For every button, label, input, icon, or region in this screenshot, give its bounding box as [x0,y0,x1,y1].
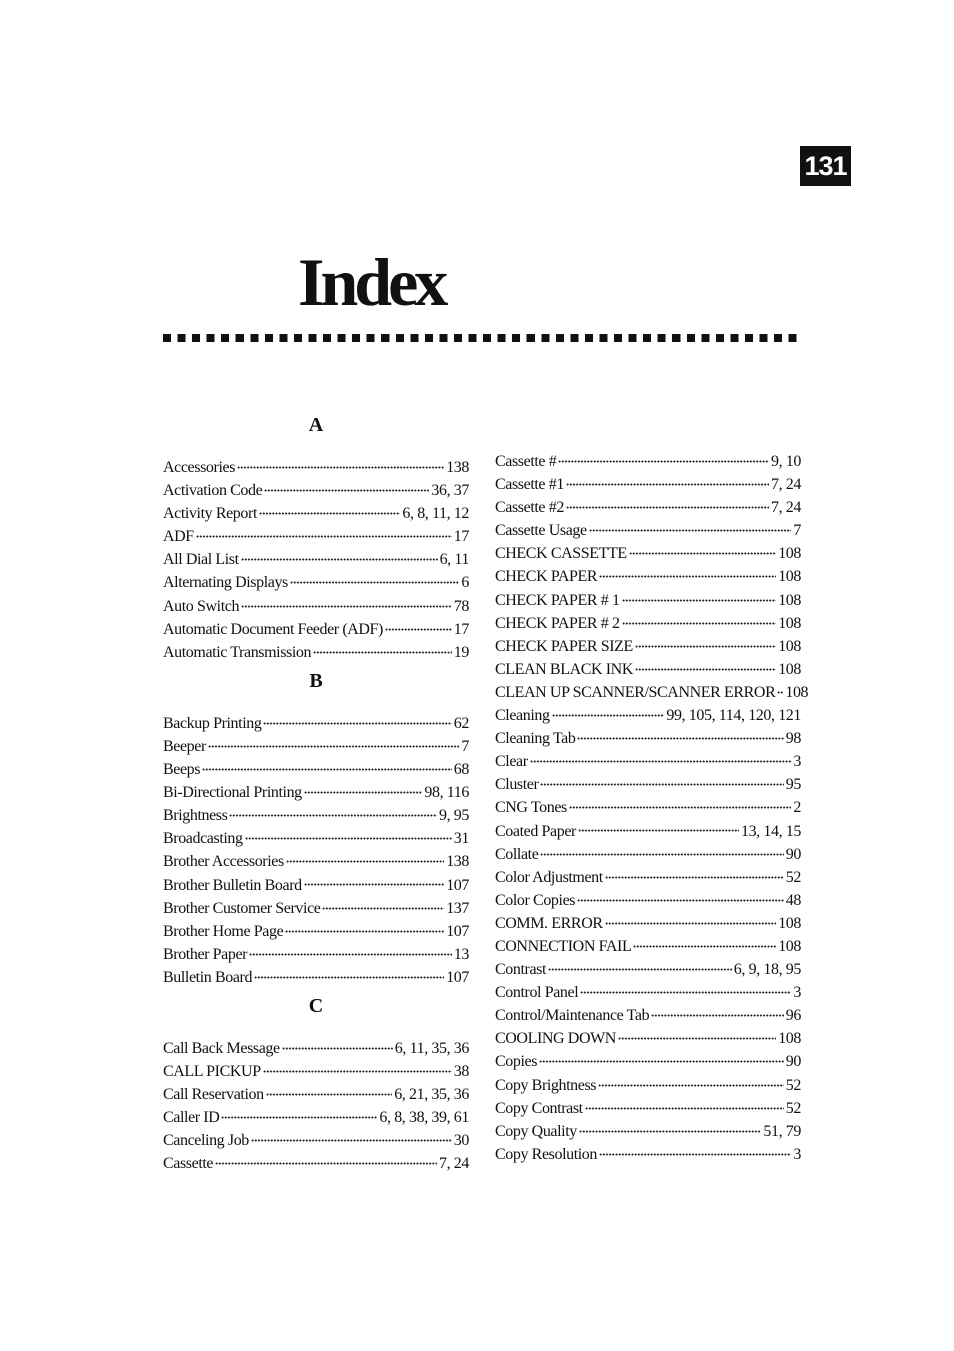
index-pages: 7, 24 [438,1155,469,1173]
index-entry [163,456,469,479]
index-pages: 90 [785,1053,801,1071]
index-term: Call Back Message [163,1039,280,1057]
index-entry [163,943,469,966]
index-entry [495,935,801,958]
index-pages: 9, 10 [770,453,801,470]
index-term: CLEAN BLACK INK [495,660,633,678]
index-term: Beeper [163,737,206,755]
index-term: Brother Paper [163,945,248,963]
index-pages: 108 [778,545,801,563]
index-term: Accessories [163,459,236,476]
index-entry [495,1143,801,1166]
index-pages: 95 [785,776,801,794]
index-term: Automatic Transmission [163,643,312,661]
index-term: Brother Customer Service [163,899,321,917]
index-term: Activation Code [163,482,263,500]
index-entry [495,565,801,588]
index-term: CLEAN UP SCANNER/SCANNER ERROR [495,683,776,701]
index-entry [495,658,801,681]
index-entry [163,1106,469,1129]
index-term: CHECK PAPER # 1 [495,591,620,609]
index-term: Brother Home Page [163,922,284,940]
index-pages: 108 [778,568,801,586]
index-pages: 108 [778,614,801,632]
index-entry [495,796,801,819]
index-term: Contrast [495,961,547,979]
index-entry [163,502,469,525]
index-pages: 98 [785,730,801,748]
index-pages: 52 [785,1076,801,1094]
index-term: COOLING DOWN [495,1030,616,1048]
index-term: Copy Brightness [495,1076,597,1094]
index-pages: 38 [453,1063,469,1081]
index-pages: 7 [461,737,469,755]
index-entry [163,966,469,989]
index-term: ADF [163,528,194,546]
index-entry [163,874,469,897]
index-term: Bi-Directional Printing [163,784,302,802]
page-title: Index [298,244,445,320]
index-term: Automatic Document Feeder (ADF) [163,620,383,638]
index-entry [495,704,801,727]
index-term: Control Panel [495,984,579,1002]
index-term: Collate [495,845,539,863]
index-pages: 6, 21, 35, 36 [394,1086,469,1104]
index-entry [163,850,469,873]
index-pages: 9, 95 [438,807,469,825]
index-entry [163,712,469,735]
index-pages: 31 [453,830,469,848]
index-term: Alternating Displays [163,574,288,592]
index-term: All Dial List [163,551,239,569]
index-term: CHECK PAPER [495,568,598,586]
index-term: COMM. ERROR [495,914,603,932]
index-pages: 108 [778,637,801,655]
index-entry [495,889,801,912]
index-entry [495,912,801,935]
index-term: CALL PICKUP [163,1063,261,1081]
index-entry [163,897,469,920]
index-pages: 107 [446,968,469,986]
index-pages: 108 [778,591,801,609]
index-pages: 138 [446,459,469,476]
index-pages: 7 [793,522,801,540]
index-pages: 78 [453,597,469,615]
index-entry [495,820,801,843]
index-term: Copies [495,1053,538,1071]
index-pages: 108 [778,914,801,932]
index-entry [495,589,801,612]
index-pages: 6, 11 [439,551,469,569]
index-entry [495,750,801,773]
index-pages: 107 [446,876,469,894]
index-term: CHECK CASSETTE [495,545,627,563]
index-entry [163,479,469,502]
index-column-left [163,408,469,1176]
index-term: Copy Quality [495,1122,577,1140]
index-entry [495,866,801,889]
index-pages: 17 [453,528,469,546]
index-pages: 3 [793,753,801,771]
index-term: Cassette #1 [495,476,564,494]
index-entry [495,450,801,473]
index-pages: 13, 14, 15 [740,822,801,840]
index-term: Call Reservation [163,1086,264,1104]
index-term: Clear [495,753,528,771]
index-term: Backup Printing [163,714,262,732]
index-entry [163,1037,469,1060]
index-term: Cassette #2 [495,499,564,517]
index-column-right [495,450,809,1166]
index-pages: 138 [446,853,469,871]
index-entry [163,641,469,664]
index-term: Beeps [163,761,201,779]
index-pages: 7, 24 [770,499,801,517]
index-entry [495,843,801,866]
index-term: CHECK PAPER SIZE [495,637,633,655]
section-letter-b: B [309,669,323,692]
page-number-badge: 131 [800,146,851,186]
index-term: Auto Switch [163,597,240,615]
index-term: Coated Paper [495,822,576,840]
index-pages: 96 [785,1007,801,1025]
index-term: CONNECTION FAIL [495,937,632,955]
index-term: Color Adjustment [495,868,603,886]
index-pages: 62 [453,714,469,732]
index-pages: 90 [785,845,801,863]
index-pages: 52 [785,1099,801,1117]
index-pages: 108 [785,683,809,701]
index-entry [163,735,469,758]
index-entry [163,758,469,781]
index-term: Copy Resolution [495,1145,598,1163]
index-entry [495,681,809,704]
index-entry [495,981,801,1004]
index-pages: 3 [793,1145,801,1163]
index-entry [495,773,801,796]
index-pages: 108 [778,1030,801,1048]
index-entry [163,827,469,850]
index-pages: 17 [453,620,469,638]
index-entry [495,473,801,496]
index-term: Cleaning Tab [495,730,576,748]
index-entry [495,635,801,658]
index-term: Color Copies [495,891,576,909]
index-entry [495,1074,801,1097]
index-pages: 48 [785,891,801,909]
index-pages: 107 [446,922,469,940]
index-term: Control/Maintenance Tab [495,1007,650,1025]
index-entry [495,1004,801,1027]
section-letter-a: A [308,414,324,436]
index-entry [495,727,801,750]
index-term: Brother Accessories [163,853,284,871]
index-pages: 6 [461,574,469,592]
index-pages: 99, 105, 114, 120, 121 [666,707,801,725]
index-entry [163,548,469,571]
index-entry [163,1129,469,1152]
index-pages: 3 [793,984,801,1002]
index-term: Broadcasting [163,830,243,848]
index-pages: 19 [453,643,469,661]
index-entry [495,496,801,519]
index-entry [163,618,469,641]
index-pages: 68 [453,761,469,779]
index-term: Copy Contrast [495,1099,583,1117]
index-entry [495,519,801,542]
index-entry [495,1097,801,1120]
index-pages: 30 [453,1132,469,1150]
index-pages: 13 [453,945,469,963]
index-term: Cassette Usage [495,522,587,540]
index-term: Brightness [163,807,228,825]
index-entry [163,1060,469,1083]
index-pages: 51, 79 [763,1122,801,1140]
index-entry [495,1027,801,1050]
index-pages: 108 [778,937,801,955]
index-entry [163,595,469,618]
index-entry [163,920,469,943]
index-term: Bulletin Board [163,968,253,986]
index-term: Cassette # [495,453,557,470]
index-term: Cassette [163,1155,214,1173]
index-entry [163,525,469,548]
index-entry [495,542,801,565]
index-entry [163,1083,469,1106]
index-term: Brother Bulletin Board [163,876,302,894]
index-entry [163,804,469,827]
index-pages: 7, 24 [770,476,801,494]
index-term: Cleaning [495,707,550,725]
index-entry [495,612,801,635]
index-pages: 98, 116 [424,784,469,802]
index-entry [163,781,469,804]
index-pages: 6, 9, 18, 95 [733,961,801,979]
index-pages: 137 [446,899,469,917]
index-entry [495,958,801,981]
index-term: Caller ID [163,1109,220,1127]
index-term: Canceling Job [163,1132,249,1150]
index-term: Activity Report [163,505,257,523]
index-pages: 6, 11, 35, 36 [394,1039,469,1057]
index-entry [495,1120,801,1143]
index-entry [163,571,469,594]
dotted-divider [163,334,803,342]
index-pages: 36, 37 [431,482,469,500]
index-term: CHECK PAPER # 2 [495,614,620,632]
index-pages: 108 [778,660,801,678]
index-pages: 52 [785,868,801,886]
index-term: Cluster [495,776,539,794]
index-pages: 2 [793,799,801,817]
index-entry [163,1152,469,1175]
index-entry [495,1050,801,1073]
section-letter-c: C [308,994,324,1017]
index-pages: 6, 8, 11, 12 [402,505,469,523]
index-term: CNG Tones [495,799,567,817]
index-pages: 6, 8, 38, 39, 61 [379,1109,469,1127]
